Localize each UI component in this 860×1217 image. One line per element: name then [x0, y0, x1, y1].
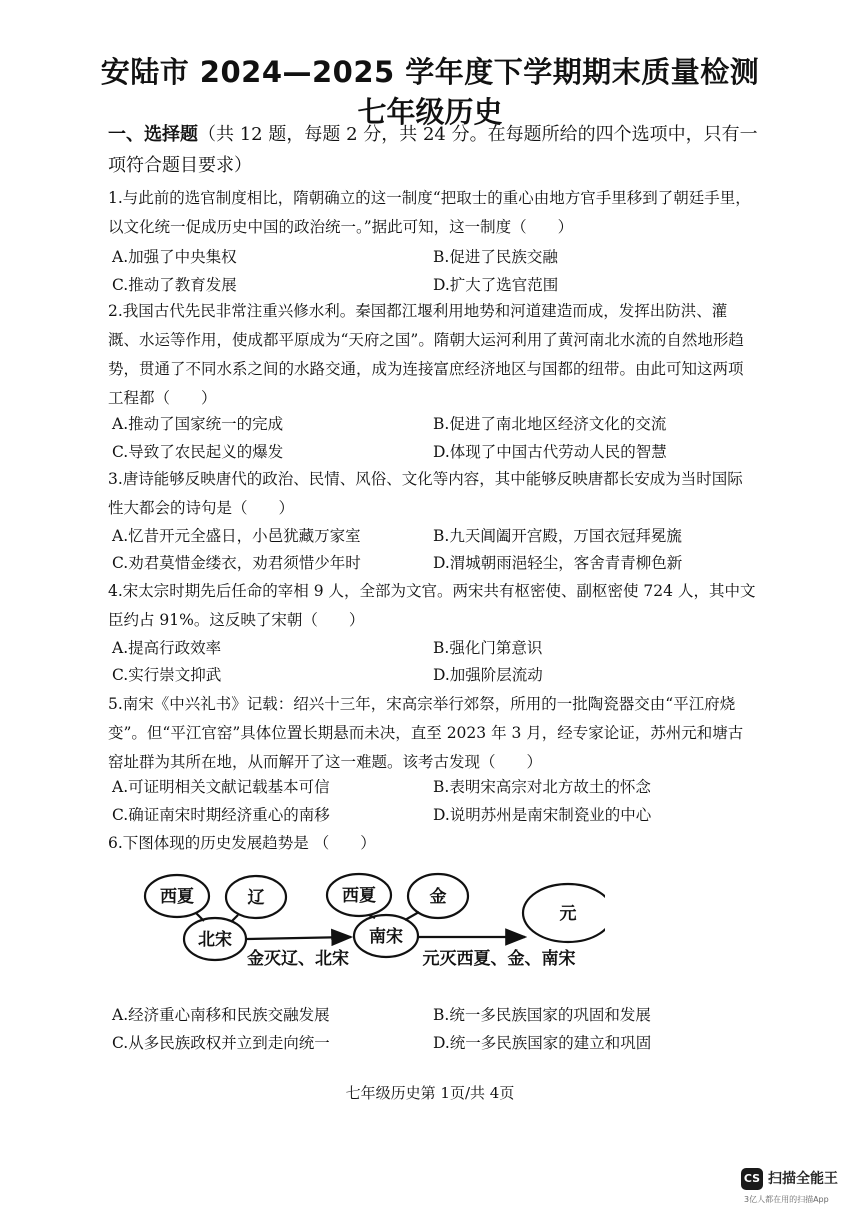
q6-option-d[interactable]: D.统一多民族国家的建立和巩固	[433, 1034, 652, 1052]
camscanner-logo-icon: CS	[741, 1168, 763, 1190]
q4-option-a[interactable]: A.提高行政效率	[112, 639, 222, 657]
exam-subtitle: 七年级历史	[357, 95, 503, 129]
q2-option-a[interactable]: A.推动了国家统一的完成	[112, 415, 284, 433]
nansong-label: 南宋	[369, 927, 403, 947]
question-6-stem: 6.下图体现的历史发展趋势是 （ ）	[108, 834, 376, 852]
q3-option-c[interactable]: C.劝君莫惜金缕衣，劝君须惜少年时	[112, 554, 361, 572]
section-header	[108, 119, 758, 181]
q5-option-d[interactable]: D.说明苏州是南宋制瓷业的中心	[433, 806, 652, 824]
question-5-stem: 5.南宋《中兴礼书》记载：绍兴十三年，宋高宗举行郊祭，所用的一批陶瓷器交由“平江府烧变”。但“平江官窑”具体位置长期悬而未决，直至 2023 年 3 月，经专家论证，苏州元和塘古窑址群为其所在地，从而解开了这一难题。该考古发现（ ）	[108, 695, 744, 771]
jin-label: 金	[429, 887, 447, 907]
q5-option-c[interactable]: C.确证南宋时期经济重心的南移	[112, 806, 330, 824]
yuan-label: 元	[559, 904, 577, 924]
arrow-1	[247, 937, 351, 939]
arrow-2-label: 元灭西夏、金、南宋	[422, 949, 576, 969]
q2-option-d[interactable]: D.体现了中国古代劳动人民的智慧	[433, 443, 667, 461]
question-2-stem: 2.我国古代先民非常注重兴修水利。秦国都江堰利用地势和河道建造而成，发挥出防洪、灌溉、水运等作用，使成都平原成为“天府之国”。隋朝大运河利用了黄河南北水流的自然地形趋势，贯通了不同水系之间的水路交通，成为连接富庶经济地区与国都的纽带。由此可知这两项工程都（ ）	[108, 302, 744, 407]
q6-option-a[interactable]: A.经济重心南移和民族交融发展	[112, 1006, 330, 1024]
q1-option-b[interactable]: B.促进了民族交融	[433, 248, 558, 266]
xixia-label-2: 西夏	[342, 886, 376, 906]
xixia-label-1: 西夏	[160, 887, 194, 907]
q1-option-d[interactable]: D.扩大了选官范围	[433, 276, 559, 294]
liao-label: 辽	[247, 888, 265, 908]
q6-option-b[interactable]: B.统一多民族国家的巩固和发展	[433, 1006, 651, 1024]
q3-option-d[interactable]: D.渭城朝雨浥轻尘，客舍青青柳色新	[433, 554, 683, 572]
question-3-stem: 3.唐诗能够反映唐代的政治、民情、风俗、文化等内容，其中能够反映唐都长安成为当时国际性大都会的诗句是（ ）	[108, 470, 743, 517]
watermark-tagline: 3亿人都在用的扫描App	[744, 1195, 829, 1204]
q1-option-c[interactable]: C.推动了教育发展	[112, 276, 237, 294]
connector-line	[231, 915, 238, 922]
q2-option-c[interactable]: C.导致了农民起义的爆发	[112, 443, 284, 461]
beisong-label: 北宋	[198, 930, 232, 950]
exam-title: 安陆市 2024—2025 学年度下学期期末质量检测	[100, 55, 760, 89]
page-footer: 七年级历史第 1页/共 4页	[345, 1084, 515, 1102]
section-description: （共 12 题，每题 2 分，共 24 分。在每题所给的四个选项中，只有一项符合题目要求）	[108, 124, 758, 176]
q5-option-b[interactable]: B.表明宋高宗对北方故土的怀念	[433, 778, 651, 796]
question-1-stem: 1.与此前的选官制度相比，隋朝确立的这一制度“把取士的重心由地方官手里移到了朝廷手里，以文化统一促成历史中国的政治统一。”据此可知，这一制度（ ）	[108, 189, 751, 236]
q1-option-a[interactable]: A.加强了中央集权	[112, 248, 237, 266]
history-diagram	[135, 868, 605, 978]
question-4-stem: 4.宋太宗时期先后任命的宰相 9 人，全部为文官。两宋共有枢密使、副枢密使 724 人，其中文臣约占 91%。这反映了宋朝（ ）	[108, 582, 756, 629]
q3-option-b[interactable]: B.九天阊阖开宫殿，万国衣冠拜冕旒	[433, 527, 682, 545]
connector-line	[405, 912, 419, 920]
q4-option-d[interactable]: D.加强阶层流动	[433, 666, 543, 684]
q2-option-b[interactable]: B.促进了南北地区经济文化的交流	[433, 415, 667, 433]
q6-option-c[interactable]: C.从多民族政权并立到走向统一	[112, 1034, 330, 1052]
q4-option-b[interactable]: B.强化门第意识	[433, 639, 543, 657]
q4-option-c[interactable]: C.实行崇文抑武	[112, 666, 222, 684]
arrow-1-label: 金灭辽、北宋	[247, 949, 349, 969]
q5-option-a[interactable]: A.可证明相关文献记载基本可信	[112, 778, 330, 796]
watermark-app-name: 扫描全能王	[768, 1171, 838, 1187]
q3-option-a[interactable]: A.忆昔开元全盛日，小邑犹藏万家室	[112, 527, 361, 545]
section-heading: 一、选择题	[108, 124, 198, 145]
